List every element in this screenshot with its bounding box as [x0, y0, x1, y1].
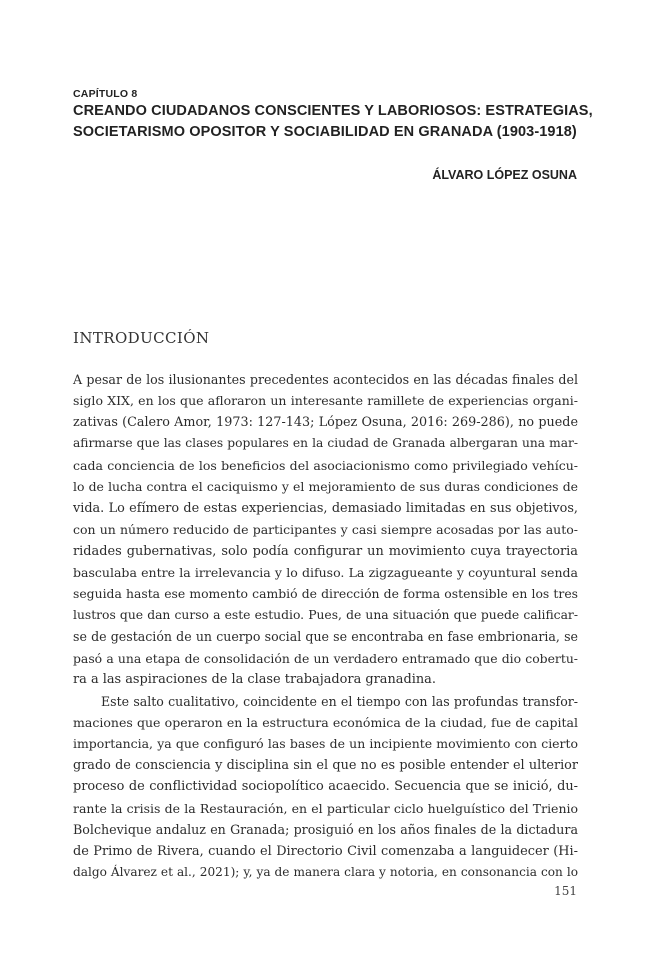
page-number: 151: [554, 884, 577, 898]
text-line: cada conciencia de los beneficios del asociacionismo como privilegiado vehícu-: [73, 457, 578, 473]
text-line: ridades gubernativas, solo podía configurar un movimiento cuya trayectoria: [73, 543, 578, 559]
text-line: siglo XIX, en los que afloraron un interesante ramillete de experiencias organi-: [73, 393, 578, 409]
chapter-title: [73, 101, 593, 143]
paragraph-1: [73, 369, 578, 691]
section-heading: INTRODUCCIÓN: [73, 329, 210, 347]
text-line: de Primo de Rivera, cuando el Directorio Civil comenzaba a languidecer (Hi-: [73, 843, 578, 859]
text-line: lustros que dan curso a este estudio. Pues, de una situación que puede calificar-: [73, 607, 578, 622]
text-line: proceso de conflictividad sociopolítico acaecido. Secuencia que se inició, du-: [73, 779, 578, 795]
text-line: zativas (Calero Amor, 1973: 127-143; López Osuna, 2016: 269-286), no puede: [73, 414, 578, 430]
text-line: maciones que operaron en la estructura económica de la ciudad, fue de capital: [73, 715, 578, 730]
text-line: Bolchevique andaluz en Granada; prosiguió en los años finales de la dictadura: [73, 822, 578, 838]
text-line: pasó a una etapa de consolidación de un verdadero entramado que dio cobertu-: [73, 650, 578, 666]
text-line: con un número reducido de participantes y casi siempre acosadas por las auto-: [73, 522, 578, 538]
text-line: afirmarse que las clases populares en la ciudad de Granada albergaran una mar-: [73, 436, 578, 451]
body-text: [73, 369, 578, 884]
text-line: vida. Lo efímero de estas experiencias, demasiado limitadas en sus objetivos,: [73, 500, 578, 516]
author-name: ÁLVARO LÓPEZ OSUNA: [432, 168, 577, 182]
paragraph-2: [73, 691, 578, 884]
text-line: seguida hasta ese momento cambió de dirección de forma ostensible en los tres: [73, 586, 578, 602]
text-line: dalgo Álvarez et al., 2021); y, ya de manera clara y notoria, en consonancia con lo: [73, 865, 578, 880]
text-line: Este salto cualitativo, coincidente en el tiempo con las profundas transfor-: [101, 693, 578, 709]
text-line: se de gestación de un cuerpo social que se encontraba en fase embrionaria, se: [73, 629, 578, 645]
text-line: importancia, ya que configuró las bases de un incipiente movimiento con cierto: [73, 736, 578, 752]
text-line: ra a las aspiraciones de la clase trabajadora granadina.: [73, 672, 436, 688]
chapter-title-line: SOCIETARISMO OPOSITOR Y SOCIABILIDAD EN GRANADA (1903-1918): [73, 124, 577, 140]
text-line: rante la crisis de la Restauración, en el particular ciclo huelguístico del Trienio: [73, 800, 578, 816]
text-line: lo de lucha contra el caciquismo y el mejoramiento de sus duras condiciones de: [73, 479, 578, 495]
chapter-label: CAPÍTULO 8: [73, 88, 138, 100]
text-line: grado de consciencia y disciplina sin el que no es posible entender el ulterior: [73, 757, 578, 773]
text-line: basculaba entre la irrelevancia y lo difuso. La zigzagueante y coyuntural senda: [73, 564, 578, 580]
chapter-title-line: CREANDO CIUDADANOS CONSCIENTES Y LABORIOSOS: ESTRATEGIAS,: [73, 103, 593, 119]
text-line: A pesar de los ilusionantes precedentes acontecidos en las décadas finales del: [73, 372, 578, 387]
